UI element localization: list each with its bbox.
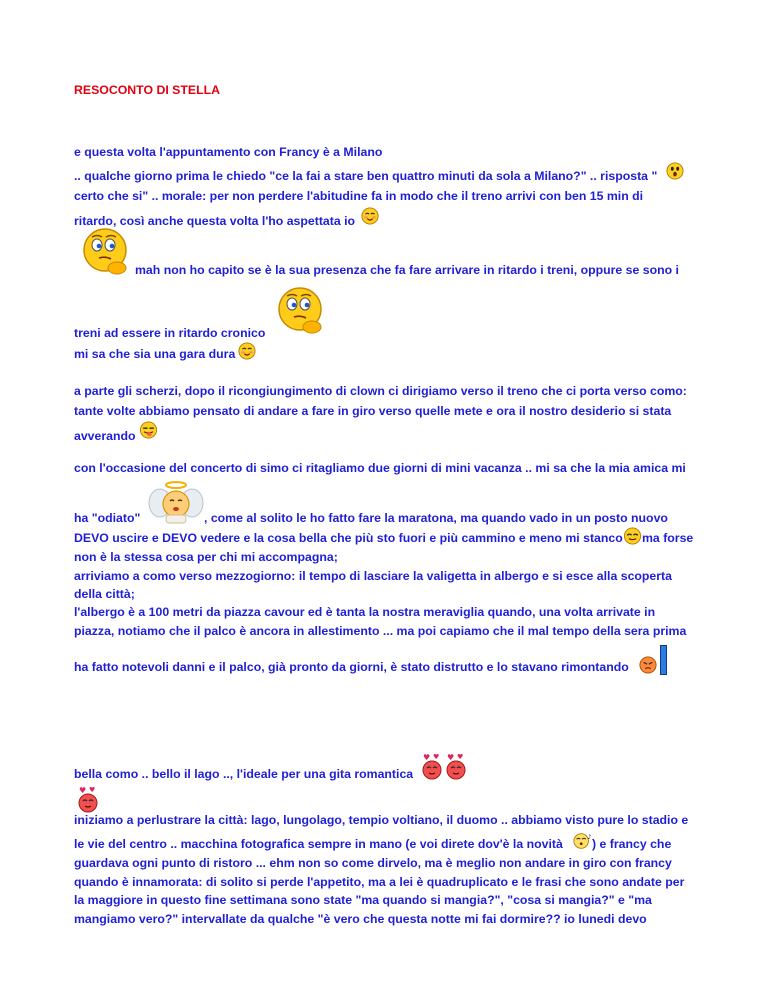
love-smiley-icon xyxy=(76,785,100,813)
tongue-smiley-icon xyxy=(139,421,158,439)
thinking-smiley-icon xyxy=(272,285,328,337)
text-line: mah non ho capito se è la sua presenza che fa fare arrivare in ritardo i treni, oppure se sono i xyxy=(135,263,679,277)
text-line: iniziamo a perlustrare la città: lago, lungolago, tempio voltiano, il duomo .. abbiamo visto pure lo stadio e xyxy=(74,813,689,827)
text-line: .. qualche giorno prima le chiedo "ce la fai a stare ben quattro minuti da sola a Milano?" .. risposta " xyxy=(74,169,658,183)
text-line: mangiamo vero?" intervallate da qualche "è vero che questa notte mi fai dormire?? io lunedi devo xyxy=(74,912,647,926)
sleepy-smiley-icon xyxy=(623,527,642,545)
text-line: ma forse xyxy=(642,531,694,545)
text-line: ha fatto notevoli danni e il palco, già pronto da giorni, è stato distrutto e lo stavano rimontando xyxy=(74,660,629,674)
thinking-smiley-icon xyxy=(77,226,133,278)
svg-text:♥: ♥ xyxy=(433,753,440,761)
text-line: quando è innamorata: di solito si perde l'appetito, ma a lei è quadruplicato e le frasi che sono andate per xyxy=(74,875,685,889)
svg-text:♥: ♥ xyxy=(79,786,87,795)
blushing-smiley-icon xyxy=(361,207,379,225)
text-line: guardava ogni punto di ristoro ... ehm non so come dirvelo, ma è meglio non andare in giro con francy xyxy=(74,856,672,870)
text-line: la maggiore in questo fine settimana sono state "ma quando si mangia?", "cosa si mangia?" e "ma xyxy=(74,893,652,907)
text-line: bella como .. bello il lago .., l'ideale per una gita romantica xyxy=(74,767,414,781)
text-line: DEVO uscire e DEVO vedere e la cosa bella che più sto fuori e più cammino e meno mi stanco xyxy=(74,531,623,545)
svg-text:♥: ♥ xyxy=(447,753,455,762)
text-line: a parte gli scherzi, dopo il ricongiungimento di clown ci dirigiamo verso il treno che ci porta verso como: xyxy=(74,384,687,398)
text-line: piazza, notiamo che il palco è ancora in allestimento ... ma poi capiamo che il mal tempo della sera prima xyxy=(74,624,687,638)
text-line: ritardo, così anche questa volta l'ho aspettata io xyxy=(74,214,356,228)
whistling-smiley-icon xyxy=(573,831,593,851)
text-line: certo che si" .. morale: per non perdere l'abitudine fa in modo che il treno arrivi con ben 15 min di xyxy=(74,189,644,203)
svg-text:♪: ♪ xyxy=(587,834,592,842)
text-line: treni ad essere in ritardo cronico xyxy=(74,326,266,340)
svg-text:♥: ♥ xyxy=(423,753,431,762)
text-line: , come al solito le ho fatto fare la maratona, ma quando vado in un posto nuovo xyxy=(204,511,668,525)
text-line: non è la stessa cosa per chi mi accompagna; xyxy=(74,550,338,564)
love-smiley-icon xyxy=(420,752,444,780)
text-line: avverando xyxy=(74,429,136,443)
text-line: tante volte abbiamo pensato di andare a fare in giro verso quelle mete e ora il nostro desiderio si stata xyxy=(74,404,672,418)
blushing-smiley-icon xyxy=(238,342,256,360)
text-line: e questa volta l'appuntamento con Francy è a Milano xyxy=(74,145,383,159)
text-line: l'albergo è a 100 metri da piazza cavour ed è tanta la nostra meraviglia quando, una volta arrivate in xyxy=(74,605,656,619)
surprised-smiley-icon xyxy=(666,162,684,180)
blue-bar-icon xyxy=(660,645,667,675)
text-line: le vie del centro .. macchina fotografica sempre in mano (e voi direte dov'è la novità xyxy=(74,837,563,851)
angry-smiley-icon xyxy=(639,656,657,674)
angel-smiley-icon xyxy=(148,477,204,525)
text-line: arriviamo a como verso mezzogiorno: il tempo di lasciare la valigetta in albergo e si esce alla scoperta xyxy=(74,569,672,583)
text-line: mi sa che sia una gara dura xyxy=(74,347,236,361)
page-title: RESOCONTO DI STELLA xyxy=(74,83,220,97)
text-line: con l'occasione del concerto di simo ci ritagliamo due giorni di mini vacanza .. mi sa che la mia amica mi xyxy=(74,461,686,475)
svg-text:♥: ♥ xyxy=(89,786,96,794)
svg-text:♥: ♥ xyxy=(457,753,464,761)
text-line: della città; xyxy=(74,587,135,601)
love-smiley-icon xyxy=(444,752,468,780)
text-line: ha "odiato" xyxy=(74,511,141,525)
text-line: ) e francy che xyxy=(592,837,672,851)
